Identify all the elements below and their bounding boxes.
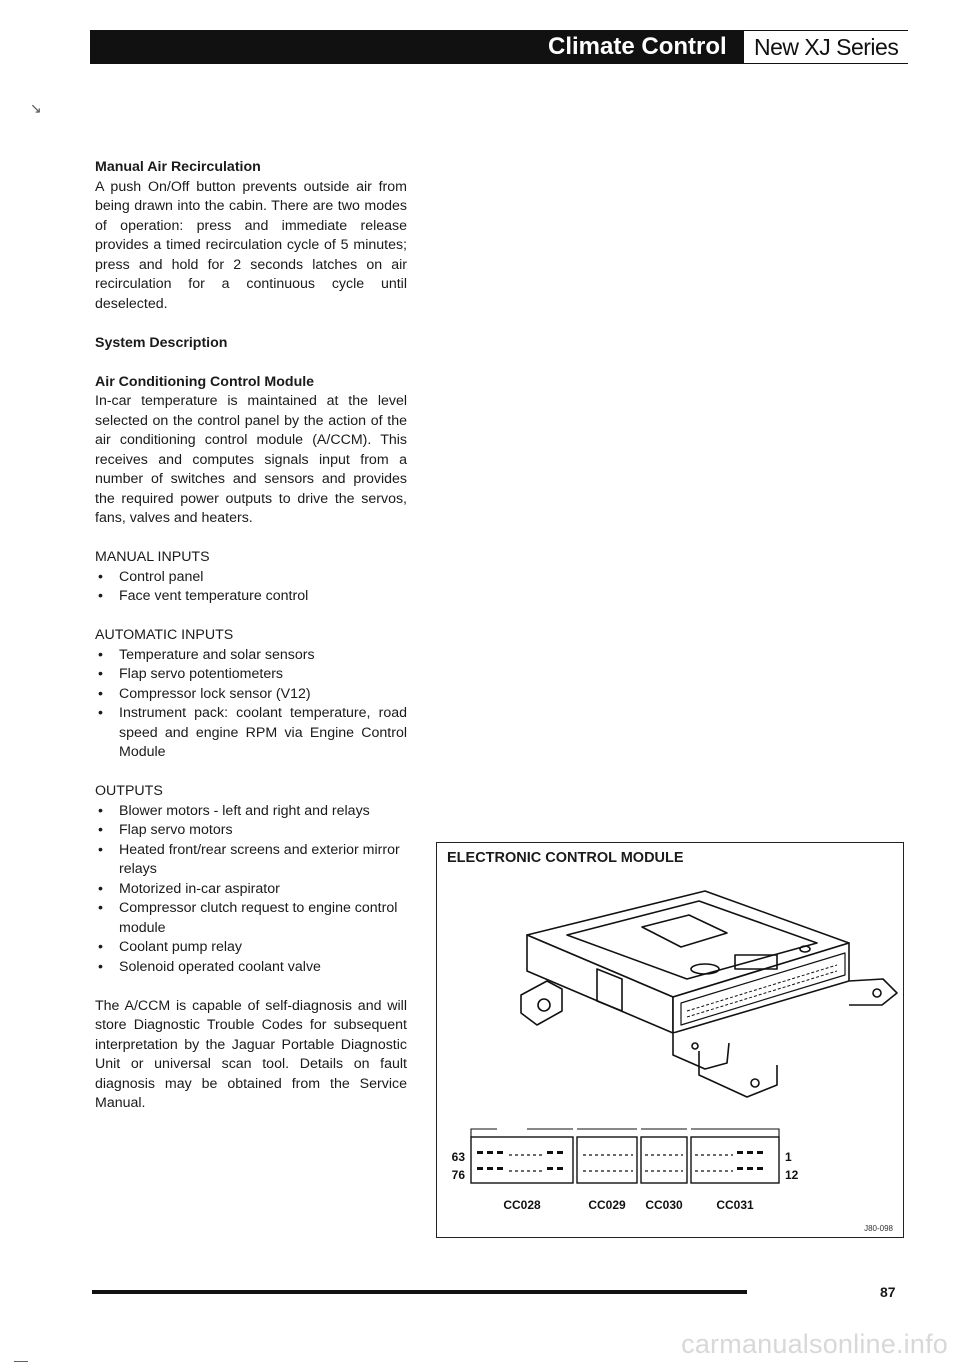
text-column xyxy=(95,158,407,1114)
list-item: • Flap servo motors xyxy=(95,821,407,841)
connector-label: CC030 xyxy=(645,1198,683,1212)
list-heading: OUTPUTS xyxy=(95,783,163,799)
bullet-list xyxy=(95,568,407,607)
pin-label-12: 12 xyxy=(785,1168,799,1182)
list-item: • Instrument pack: coolant temperature, road speed and engine RPM via Engine Control Module xyxy=(95,704,407,763)
paragraph: A push On/Off button prevents outside air from being drawn into the cabin. There are two modes of operation: press and immediate release provides a timed recirculation cycle of 5 minutes; press and hold for 2 seconds latches on air recirculation for a continuous cycle until deselected. xyxy=(95,178,407,312)
list-item: • Blower motors - left and right and relays xyxy=(95,802,407,822)
pin-label-1: 1 xyxy=(785,1150,792,1164)
list-item: • Coolant pump relay xyxy=(95,938,407,958)
page-number: 87 xyxy=(880,1284,896,1300)
list-item: • Face vent temperature control xyxy=(95,587,407,607)
connector-label: CC031 xyxy=(716,1198,754,1212)
figure-box xyxy=(436,842,904,1238)
figure-ref: J80-098 xyxy=(864,1224,893,1233)
list-item: • Flap servo potentiometers xyxy=(95,665,407,685)
list-heading: MANUAL INPUTS xyxy=(95,549,210,565)
connector-label: CC029 xyxy=(588,1198,626,1212)
list-item: • Compressor clutch request to engine control module xyxy=(95,899,407,938)
bullet-list xyxy=(95,802,407,978)
section-heading: System Description xyxy=(95,334,228,351)
scan-artifact: — xyxy=(14,1352,28,1368)
bullet-list xyxy=(95,646,407,763)
list-item: • Temperature and solar sensors xyxy=(95,646,407,666)
pin-label-76: 76 xyxy=(451,1168,465,1182)
section-heading: Manual Air Recirculation xyxy=(95,159,261,175)
list-item: • Heated front/rear screens and exterior mirror relays xyxy=(95,841,407,880)
list-heading: AUTOMATIC INPUTS xyxy=(95,627,234,643)
figure-title: ELECTRONIC CONTROL MODULE xyxy=(447,850,684,866)
pin-label-63: 63 xyxy=(451,1150,465,1164)
paragraph: The A/CCM is capable of self-diagnosis and will store Diagnostic Trouble Codes for subsequent interpretation by the Jaguar Portable Diagnostic Unit or universal scan tool. Details on fault diagnosis may be obtained from the Service Manual. xyxy=(95,997,407,1111)
series-title: New XJ Series xyxy=(744,31,908,63)
list-item: • Control panel xyxy=(95,568,407,588)
connector-label: CC028 xyxy=(503,1198,541,1212)
ecm-illustration xyxy=(437,843,905,1239)
chapter-title: Climate Control xyxy=(536,30,739,64)
paragraph: In-car temperature is maintained at the level selected on the control panel by the action of the air conditioning control module (A/CCM). This receives and computes signals input from a number of switches and sensors and provides the required power outputs to drive the servos, fans, valves and heaters. xyxy=(95,393,407,526)
list-item: • Solenoid operated coolant valve xyxy=(95,958,407,978)
list-item: • Compressor lock sensor (V12) xyxy=(95,685,407,705)
scan-artifact: ↘ xyxy=(30,100,42,116)
section-heading: Air Conditioning Control Module xyxy=(95,373,315,390)
footer-rule xyxy=(92,1290,747,1294)
list-item: • Motorized in-car aspirator xyxy=(95,880,407,900)
watermark: carmanualsonline.info xyxy=(681,1329,948,1359)
